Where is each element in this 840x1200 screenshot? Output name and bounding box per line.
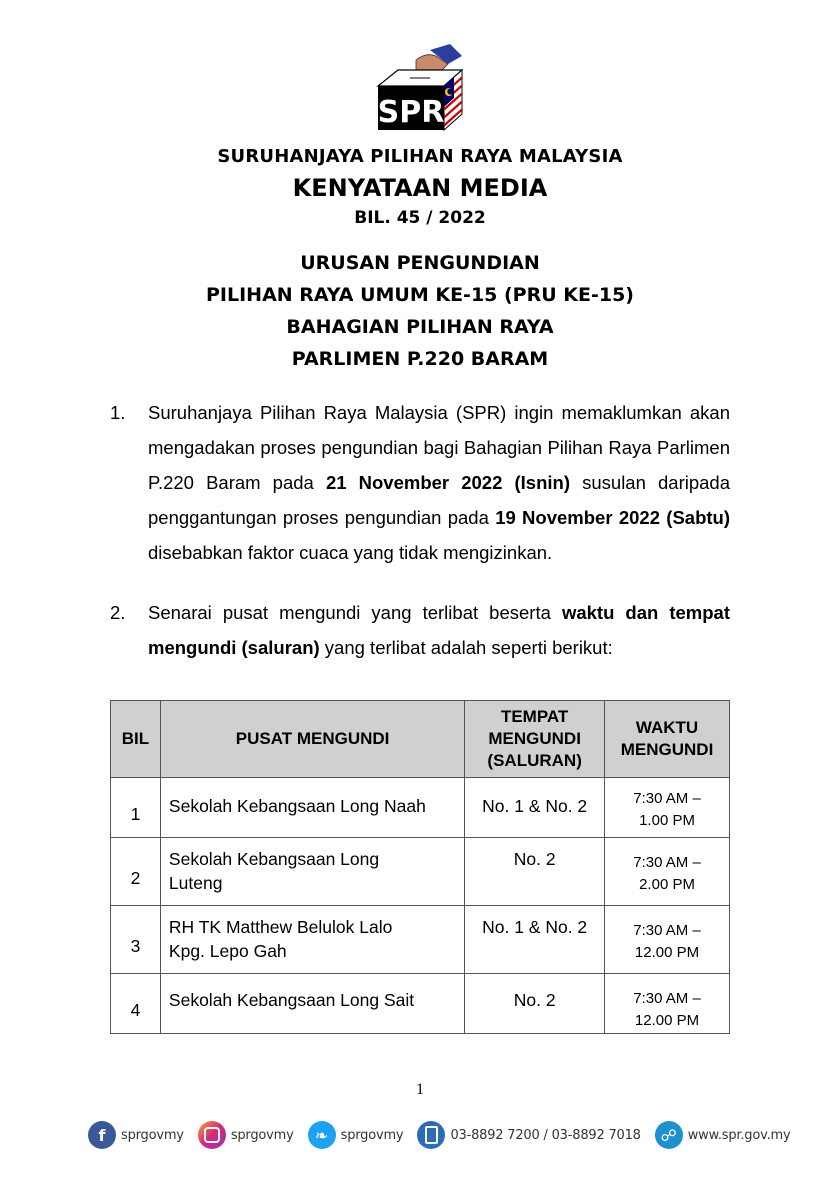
- twitter-handle[interactable]: sprgovmy: [340, 1127, 404, 1143]
- cell-bil: 3: [111, 906, 161, 974]
- text: susulan daripada penggantungan proses pengundian pada: [148, 472, 730, 528]
- document-type: KENYATAAN MEDIA: [292, 174, 548, 202]
- cell-waktu: [605, 974, 730, 1034]
- waktu-line: 2.00 PM: [639, 876, 695, 893]
- paragraph-body: [148, 395, 730, 570]
- phone-numbers: 03-8892 7200 / 03-8892 7018: [450, 1127, 641, 1143]
- instagram-icon[interactable]: [198, 1121, 226, 1149]
- page-number: 1: [416, 1081, 424, 1098]
- cell-waktu: [605, 838, 730, 906]
- title-line-4: PARLIMEN P.220 BARAM: [291, 348, 549, 370]
- pusat-line: Luteng: [168, 873, 223, 893]
- organization-name: SURUHANJAYA PILIHAN RAYA MALAYSIA: [217, 146, 623, 167]
- bold-text: waktu dan tempat mengundi (saluran): [148, 602, 731, 658]
- pusat-line: RH TK Matthew Belulok Lalo: [168, 917, 393, 937]
- waktu-line: 7:30 AM –: [633, 854, 701, 871]
- instagram-handle[interactable]: sprgovmy: [230, 1127, 294, 1143]
- bold-date: 21 November 2022 (Isnin): [325, 472, 570, 493]
- cell-waktu: [605, 778, 730, 838]
- phone-icon: [417, 1121, 445, 1149]
- text: disebabkan faktor cuaca yang tidak mengizinkan.: [148, 542, 553, 563]
- cell-waktu: [605, 906, 730, 974]
- polling-centres-table: [110, 700, 730, 1034]
- paragraph-number: 1.: [110, 402, 126, 423]
- header-waktu-mengundi: [605, 701, 730, 778]
- cell-pusat: [160, 974, 464, 1034]
- table-header-row: [111, 701, 730, 778]
- ballot-box-logo: [370, 42, 470, 134]
- waktu-line: 7:30 AM –: [633, 990, 701, 1007]
- cell-tempat: [465, 838, 605, 906]
- header-pusat-mengundi: PUSAT MENGUNDI: [160, 701, 464, 778]
- header-line: (SALURAN): [487, 751, 582, 770]
- cell-tempat: [465, 974, 605, 1034]
- cell-tempat: [465, 906, 605, 974]
- cell-bil: 2: [111, 838, 161, 906]
- table-row: [111, 778, 730, 838]
- header-line: MENGUNDI: [488, 729, 581, 748]
- paragraph-2: [110, 595, 730, 665]
- reference-number: BIL. 45 / 2022: [354, 208, 486, 228]
- cell-pusat: [160, 906, 464, 974]
- waktu-line: 7:30 AM –: [633, 790, 701, 807]
- text: Suruhanjaya Pilihan Raya Malaysia (SPR) ingin memaklumkan akan mengadakan proses pengundian bagi Bahagian Pilihan Raya Parlimen P.220 Baram pada: [148, 402, 730, 493]
- title-line-1: URUSAN PENGUNDIAN: [300, 252, 540, 274]
- header-line: WAKTU: [635, 718, 699, 737]
- table-row: [111, 974, 730, 1034]
- paragraph-number: 2.: [110, 602, 126, 623]
- cell-pusat: [160, 778, 464, 838]
- text: yang terlibat adalah seperti berikut:: [319, 637, 613, 658]
- cell-bil: 4: [111, 974, 161, 1034]
- cell-bil: 1: [111, 778, 161, 838]
- header-line: MENGUNDI: [620, 740, 714, 759]
- waktu-line: 12.00 PM: [634, 1012, 700, 1029]
- tempat-value: No. 2: [513, 849, 556, 869]
- paragraph-body: [148, 595, 730, 665]
- facebook-icon[interactable]: f: [88, 1121, 116, 1149]
- pusat-line: Sekolah Kebangsaan Long Sait: [168, 990, 415, 1010]
- tempat-value: No. 1 & No. 2: [482, 796, 588, 816]
- text: Senarai pusat mengundi yang terlibat beserta: [148, 602, 562, 623]
- footer-contacts: [88, 1118, 790, 1152]
- waktu-line: 12.00 PM: [634, 944, 700, 961]
- cell-tempat: [465, 778, 605, 838]
- title-line-3: BAHAGIAN PILIHAN RAYA: [286, 316, 554, 338]
- globe-icon[interactable]: ☍: [655, 1121, 683, 1149]
- spr-logo: [370, 42, 470, 134]
- cell-pusat: [160, 838, 464, 906]
- tempat-value: No. 2: [513, 990, 556, 1010]
- header-tempat-mengundi: [465, 701, 605, 778]
- paragraph-1: [110, 395, 730, 570]
- facebook-handle[interactable]: sprgovmy: [121, 1127, 184, 1143]
- pusat-line: Sekolah Kebangsaan Long Naah: [168, 796, 426, 816]
- waktu-line: 1.00 PM: [639, 812, 695, 829]
- waktu-line: 7:30 AM –: [633, 922, 701, 939]
- pusat-line: Sekolah Kebangsaan Long: [168, 849, 380, 869]
- header-bil: BIL: [111, 701, 161, 778]
- website-link[interactable]: www.spr.gov.my: [687, 1127, 791, 1143]
- logo-text: SPR: [377, 95, 445, 130]
- table-row: [111, 906, 730, 974]
- tempat-value: No. 1 & No. 2: [482, 917, 588, 937]
- header-line: TEMPAT: [500, 707, 569, 726]
- bold-date: 19 November 2022 (Sabtu): [495, 507, 730, 528]
- table-row: [111, 838, 730, 906]
- pusat-line: Kpg. Lepo Gah: [168, 941, 287, 961]
- title-line-2: PILIHAN RAYA UMUM KE-15 (PRU KE-15): [206, 284, 634, 306]
- twitter-icon[interactable]: ❧: [308, 1121, 336, 1149]
